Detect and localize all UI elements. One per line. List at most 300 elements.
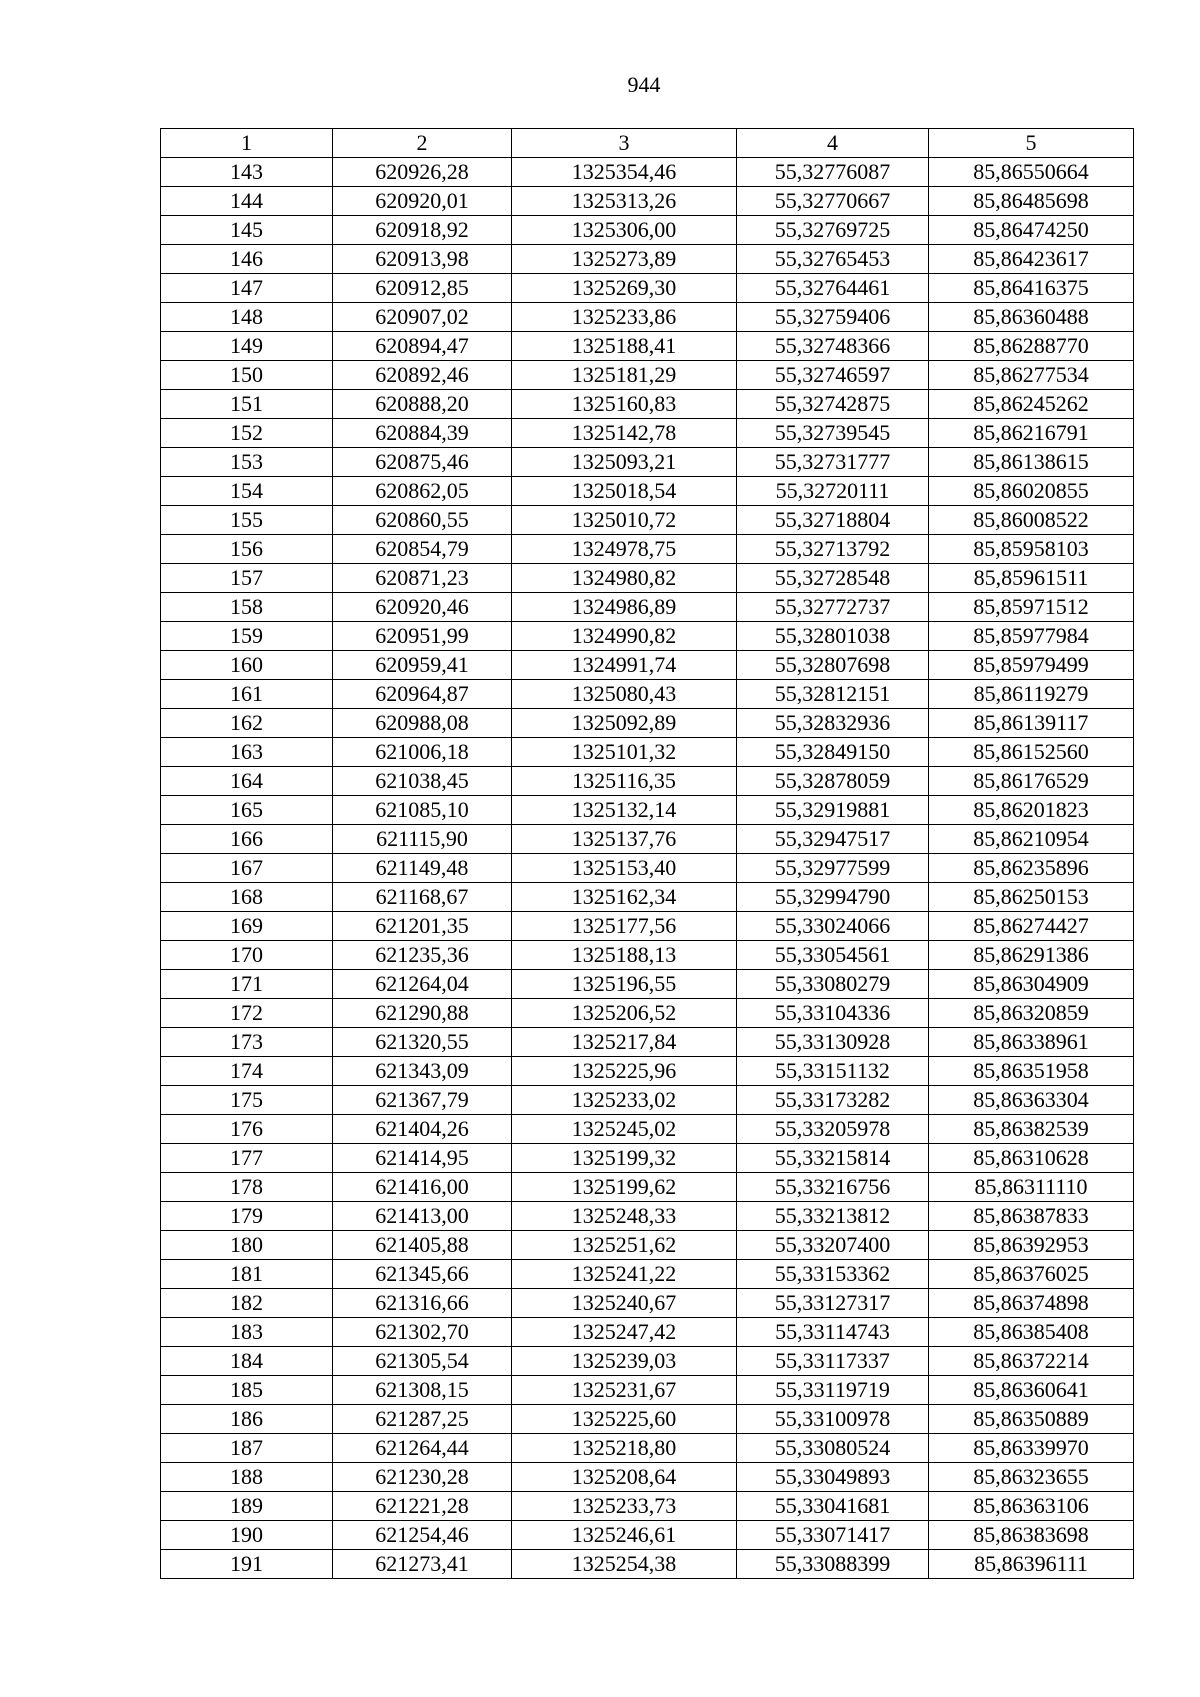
table-cell: 620912,85 [333, 274, 512, 303]
table-cell: 55,32878059 [737, 767, 929, 796]
table-cell: 621085,10 [333, 796, 512, 825]
table-cell: 85,86392953 [929, 1231, 1134, 1260]
table-cell: 55,33117337 [737, 1347, 929, 1376]
table-cell: 149 [161, 332, 333, 361]
table-cell: 190 [161, 1521, 333, 1550]
table-cell: 620959,41 [333, 651, 512, 680]
table-cell: 169 [161, 912, 333, 941]
table-cell: 620860,55 [333, 506, 512, 535]
table-cell: 621254,46 [333, 1521, 512, 1550]
table-cell: 55,32713792 [737, 535, 929, 564]
table-cell: 181 [161, 1260, 333, 1289]
table-cell: 85,86374898 [929, 1289, 1134, 1318]
table-cell: 85,85979499 [929, 651, 1134, 680]
table-cell: 160 [161, 651, 333, 680]
table-cell: 621343,09 [333, 1057, 512, 1086]
table-cell: 55,32919881 [737, 796, 929, 825]
table-cell: 55,33213812 [737, 1202, 929, 1231]
table-row [161, 709, 1134, 738]
table-cell: 1325093,21 [512, 448, 737, 477]
table-cell: 621290,88 [333, 999, 512, 1028]
table-cell: 55,33088399 [737, 1550, 929, 1579]
table-cell: 55,32728548 [737, 564, 929, 593]
table-cell: 55,32720111 [737, 477, 929, 506]
table-cell: 1325080,43 [512, 680, 737, 709]
table-cell: 621345,66 [333, 1260, 512, 1289]
table-cell: 152 [161, 419, 333, 448]
table-cell: 154 [161, 477, 333, 506]
table-cell: 55,33215814 [737, 1144, 929, 1173]
table-row [161, 680, 1134, 709]
table-cell: 85,86152560 [929, 738, 1134, 767]
table-cell: 620918,92 [333, 216, 512, 245]
table-cell: 1325218,80 [512, 1434, 737, 1463]
table-cell: 620875,46 [333, 448, 512, 477]
table-cell: 144 [161, 187, 333, 216]
column-header: 5 [929, 129, 1134, 158]
table-cell: 621416,00 [333, 1173, 512, 1202]
table-row [161, 303, 1134, 332]
table-cell: 85,86360488 [929, 303, 1134, 332]
table-cell: 1325225,96 [512, 1057, 737, 1086]
table-cell: 85,86372214 [929, 1347, 1134, 1376]
table-cell: 188 [161, 1463, 333, 1492]
table-cell: 1325239,03 [512, 1347, 737, 1376]
table-cell: 85,86277534 [929, 361, 1134, 390]
table-cell: 620871,23 [333, 564, 512, 593]
table-cell: 55,32746597 [737, 361, 929, 390]
table-cell: 179 [161, 1202, 333, 1231]
table-row [161, 1347, 1134, 1376]
table-row [161, 419, 1134, 448]
table-cell: 85,86201823 [929, 796, 1134, 825]
table-cell: 55,33080524 [737, 1434, 929, 1463]
table-cell: 85,86350889 [929, 1405, 1134, 1434]
table-cell: 620884,39 [333, 419, 512, 448]
table-cell: 1325181,29 [512, 361, 737, 390]
table-cell: 1325101,32 [512, 738, 737, 767]
table-cell: 184 [161, 1347, 333, 1376]
table-cell: 55,33207400 [737, 1231, 929, 1260]
table-cell: 55,32772737 [737, 593, 929, 622]
table-row [161, 1115, 1134, 1144]
table-cell: 164 [161, 767, 333, 796]
table-cell: 191 [161, 1550, 333, 1579]
table-cell: 1325188,13 [512, 941, 737, 970]
table-cell: 620951,99 [333, 622, 512, 651]
table-cell: 85,86423617 [929, 245, 1134, 274]
table-cell: 146 [161, 245, 333, 274]
column-header: 2 [333, 129, 512, 158]
table-cell: 85,86485698 [929, 187, 1134, 216]
table-body [161, 158, 1134, 1579]
table-cell: 55,32812151 [737, 680, 929, 709]
table-row [161, 477, 1134, 506]
table-cell: 621221,28 [333, 1492, 512, 1521]
table-row [161, 651, 1134, 680]
table-row [161, 506, 1134, 535]
table-cell: 1325132,14 [512, 796, 737, 825]
table-cell: 1325196,55 [512, 970, 737, 999]
table-row [161, 448, 1134, 477]
table-cell: 1325116,35 [512, 767, 737, 796]
table-cell: 1325206,52 [512, 999, 737, 1028]
table-cell: 1325188,41 [512, 332, 737, 361]
table-row [161, 1405, 1134, 1434]
table-cell: 55,32994790 [737, 883, 929, 912]
table-row [161, 854, 1134, 883]
table-cell: 1325199,32 [512, 1144, 737, 1173]
table-cell: 621264,04 [333, 970, 512, 999]
table-row [161, 912, 1134, 941]
table-cell: 55,33173282 [737, 1086, 929, 1115]
table-cell: 1325251,62 [512, 1231, 737, 1260]
table-cell: 85,86363304 [929, 1086, 1134, 1115]
table-cell: 168 [161, 883, 333, 912]
table-row [161, 216, 1134, 245]
table-row [161, 999, 1134, 1028]
table-cell: 621115,90 [333, 825, 512, 854]
table-cell: 85,86008522 [929, 506, 1134, 535]
table-cell: 621404,26 [333, 1115, 512, 1144]
table-cell: 55,33104336 [737, 999, 929, 1028]
table-cell: 1325233,73 [512, 1492, 737, 1521]
table-cell: 55,32759406 [737, 303, 929, 332]
table-cell: 176 [161, 1115, 333, 1144]
table-cell: 85,86382539 [929, 1115, 1134, 1144]
table-cell: 162 [161, 709, 333, 738]
table-cell: 620964,87 [333, 680, 512, 709]
table-cell: 1325010,72 [512, 506, 737, 535]
table-cell: 55,32776087 [737, 158, 929, 187]
table-cell: 85,86387833 [929, 1202, 1134, 1231]
table-cell: 55,32807698 [737, 651, 929, 680]
table-cell: 55,33216756 [737, 1173, 929, 1202]
table-cell: 1325018,54 [512, 477, 737, 506]
table-cell: 621367,79 [333, 1086, 512, 1115]
table-cell: 55,32947517 [737, 825, 929, 854]
table-cell: 55,33080279 [737, 970, 929, 999]
table-cell: 55,32731777 [737, 448, 929, 477]
table-cell: 166 [161, 825, 333, 854]
table-cell: 189 [161, 1492, 333, 1521]
table-cell: 151 [161, 390, 333, 419]
table-cell: 1325240,67 [512, 1289, 737, 1318]
table-cell: 55,33205978 [737, 1115, 929, 1144]
table-cell: 1325233,86 [512, 303, 737, 332]
table-row [161, 1521, 1134, 1550]
table-cell: 621149,48 [333, 854, 512, 883]
table-cell: 175 [161, 1086, 333, 1115]
table-row [161, 622, 1134, 651]
table-cell: 55,33130928 [737, 1028, 929, 1057]
table-cell: 620892,46 [333, 361, 512, 390]
table-cell: 1325254,38 [512, 1550, 737, 1579]
table-cell: 621320,55 [333, 1028, 512, 1057]
table-cell: 85,86020855 [929, 477, 1134, 506]
table-cell: 55,33119719 [737, 1376, 929, 1405]
table-row [161, 883, 1134, 912]
table-cell: 621308,15 [333, 1376, 512, 1405]
table-row [161, 1463, 1134, 1492]
table-cell: 1325153,40 [512, 854, 737, 883]
table-row [161, 767, 1134, 796]
table-cell: 1325162,34 [512, 883, 737, 912]
table-cell: 621405,88 [333, 1231, 512, 1260]
table-cell: 1324990,82 [512, 622, 737, 651]
table-cell: 620913,98 [333, 245, 512, 274]
table-cell: 159 [161, 622, 333, 651]
table-row [161, 274, 1134, 303]
table-row [161, 738, 1134, 767]
table-row [161, 1144, 1134, 1173]
table-cell: 1325231,67 [512, 1376, 737, 1405]
table-cell: 1325269,30 [512, 274, 737, 303]
table-cell: 85,86474250 [929, 216, 1134, 245]
table-cell: 186 [161, 1405, 333, 1434]
table-row [161, 332, 1134, 361]
table-cell: 145 [161, 216, 333, 245]
table-cell: 85,86396111 [929, 1550, 1134, 1579]
table-cell: 1325208,64 [512, 1463, 737, 1492]
table-cell: 620894,47 [333, 332, 512, 361]
table-cell: 85,86176529 [929, 767, 1134, 796]
table-row [161, 1231, 1134, 1260]
table-cell: 1324986,89 [512, 593, 737, 622]
table-row [161, 245, 1134, 274]
table-cell: 85,85977984 [929, 622, 1134, 651]
table-row [161, 1028, 1134, 1057]
table-cell: 55,32769725 [737, 216, 929, 245]
table-cell: 1325273,89 [512, 245, 737, 274]
table-cell: 1325245,02 [512, 1115, 737, 1144]
table-cell: 620888,20 [333, 390, 512, 419]
table-cell: 85,85961511 [929, 564, 1134, 593]
table-cell: 161 [161, 680, 333, 709]
table-cell: 55,33114743 [737, 1318, 929, 1347]
table-cell: 85,86304909 [929, 970, 1134, 999]
table-cell: 156 [161, 535, 333, 564]
coordinates-table [160, 128, 1134, 1579]
table-row [161, 1057, 1134, 1086]
table-cell: 621287,25 [333, 1405, 512, 1434]
table-cell: 55,32742875 [737, 390, 929, 419]
table-cell: 1325248,33 [512, 1202, 737, 1231]
table-cell: 55,33151132 [737, 1057, 929, 1086]
table-cell: 55,33153362 [737, 1260, 929, 1289]
table-cell: 183 [161, 1318, 333, 1347]
table-cell: 1325246,61 [512, 1521, 737, 1550]
table-row [161, 825, 1134, 854]
column-header: 3 [512, 129, 737, 158]
table-cell: 85,86363106 [929, 1492, 1134, 1521]
table-cell: 85,86139117 [929, 709, 1134, 738]
table-cell: 170 [161, 941, 333, 970]
table-cell: 85,85958103 [929, 535, 1134, 564]
table-cell: 620854,79 [333, 535, 512, 564]
table-cell: 620988,08 [333, 709, 512, 738]
table-cell: 55,33024066 [737, 912, 929, 941]
page-number: 944 [627, 72, 661, 97]
table-cell: 55,32977599 [737, 854, 929, 883]
table-cell: 85,86216791 [929, 419, 1134, 448]
table-cell: 55,33127317 [737, 1289, 929, 1318]
table-cell: 55,32849150 [737, 738, 929, 767]
table-cell: 620907,02 [333, 303, 512, 332]
table-cell: 621168,67 [333, 883, 512, 912]
table-cell: 85,86291386 [929, 941, 1134, 970]
table-cell: 85,86210954 [929, 825, 1134, 854]
table-row [161, 158, 1134, 187]
table-header-row [161, 129, 1134, 158]
column-header: 1 [161, 129, 333, 158]
table-cell: 620920,01 [333, 187, 512, 216]
table-cell: 85,86250153 [929, 883, 1134, 912]
table-cell: 85,86119279 [929, 680, 1134, 709]
table-cell: 172 [161, 999, 333, 1028]
table-cell: 187 [161, 1434, 333, 1463]
table-row [161, 1318, 1134, 1347]
table-cell: 55,32718804 [737, 506, 929, 535]
table-cell: 621316,66 [333, 1289, 512, 1318]
table-cell: 55,32832936 [737, 709, 929, 738]
table-cell: 55,33071417 [737, 1521, 929, 1550]
table-cell: 85,86274427 [929, 912, 1134, 941]
table-cell: 143 [161, 158, 333, 187]
table-row [161, 535, 1134, 564]
table-cell: 55,33100978 [737, 1405, 929, 1434]
table-cell: 147 [161, 274, 333, 303]
table-row [161, 1202, 1134, 1231]
table-cell: 1325241,22 [512, 1260, 737, 1289]
table-row [161, 1434, 1134, 1463]
table-cell: 85,86376025 [929, 1260, 1134, 1289]
table-cell: 621414,95 [333, 1144, 512, 1173]
table-cell: 85,86416375 [929, 274, 1134, 303]
table-row [161, 796, 1134, 825]
table-cell: 180 [161, 1231, 333, 1260]
table-cell: 85,85971512 [929, 593, 1134, 622]
table-cell: 55,32801038 [737, 622, 929, 651]
table-cell: 55,32765453 [737, 245, 929, 274]
table-cell: 1325313,26 [512, 187, 737, 216]
table-cell: 621235,36 [333, 941, 512, 970]
table-row [161, 1173, 1134, 1202]
table-cell: 620862,05 [333, 477, 512, 506]
table-row [161, 564, 1134, 593]
table-cell: 85,86338961 [929, 1028, 1134, 1057]
table-cell: 85,86311110 [929, 1173, 1134, 1202]
table-cell: 55,33054561 [737, 941, 929, 970]
table-cell: 174 [161, 1057, 333, 1086]
table-cell: 1325160,83 [512, 390, 737, 419]
table-cell: 85,86235896 [929, 854, 1134, 883]
table-row [161, 187, 1134, 216]
table-cell: 165 [161, 796, 333, 825]
table-cell: 621230,28 [333, 1463, 512, 1492]
table-cell: 621302,70 [333, 1318, 512, 1347]
table-cell: 173 [161, 1028, 333, 1057]
table-cell: 621006,18 [333, 738, 512, 767]
table-cell: 1324980,82 [512, 564, 737, 593]
table-cell: 85,86385408 [929, 1318, 1134, 1347]
table-cell: 621305,54 [333, 1347, 512, 1376]
table-cell: 1325177,56 [512, 912, 737, 941]
table-cell: 621038,45 [333, 767, 512, 796]
table-row [161, 593, 1134, 622]
table-cell: 621273,41 [333, 1550, 512, 1579]
table-row [161, 390, 1134, 419]
table-row [161, 1550, 1134, 1579]
table-cell: 85,86383698 [929, 1521, 1134, 1550]
table-cell: 167 [161, 854, 333, 883]
column-header: 4 [737, 129, 929, 158]
table-cell: 1324991,74 [512, 651, 737, 680]
table-cell: 85,86138615 [929, 448, 1134, 477]
table-cell: 1325354,46 [512, 158, 737, 187]
table-cell: 85,86245262 [929, 390, 1134, 419]
table-cell: 85,86320859 [929, 999, 1134, 1028]
table-cell: 621264,44 [333, 1434, 512, 1463]
table-cell: 158 [161, 593, 333, 622]
table-cell: 85,86351958 [929, 1057, 1134, 1086]
table-cell: 182 [161, 1289, 333, 1318]
table-row [161, 1289, 1134, 1318]
table-cell: 178 [161, 1173, 333, 1202]
table-cell: 171 [161, 970, 333, 999]
table-cell: 55,33041681 [737, 1492, 929, 1521]
table-cell: 620926,28 [333, 158, 512, 187]
table-cell: 1325247,42 [512, 1318, 737, 1347]
table-cell: 85,86310628 [929, 1144, 1134, 1173]
table-cell: 1325306,00 [512, 216, 737, 245]
table-cell: 177 [161, 1144, 333, 1173]
table-cell: 55,33049893 [737, 1463, 929, 1492]
table-row [161, 941, 1134, 970]
table-cell: 1325233,02 [512, 1086, 737, 1115]
table-row [161, 970, 1134, 999]
table-cell: 621201,35 [333, 912, 512, 941]
table-cell: 150 [161, 361, 333, 390]
table-cell: 55,32748366 [737, 332, 929, 361]
table-cell: 621413,00 [333, 1202, 512, 1231]
table-cell: 185 [161, 1376, 333, 1405]
table-cell: 85,86550664 [929, 158, 1134, 187]
table-cell: 148 [161, 303, 333, 332]
table-row [161, 1492, 1134, 1521]
table-cell: 55,32739545 [737, 419, 929, 448]
table-row [161, 1086, 1134, 1115]
table-cell: 1325225,60 [512, 1405, 737, 1434]
table-cell: 55,32764461 [737, 274, 929, 303]
table-cell: 85,86288770 [929, 332, 1134, 361]
table-cell: 1325092,89 [512, 709, 737, 738]
table-row [161, 1376, 1134, 1405]
table-cell: 157 [161, 564, 333, 593]
table-cell: 1325199,62 [512, 1173, 737, 1202]
table-cell: 85,86339970 [929, 1434, 1134, 1463]
table-cell: 85,86360641 [929, 1376, 1134, 1405]
table-row [161, 361, 1134, 390]
table-cell: 155 [161, 506, 333, 535]
table-row [161, 1260, 1134, 1289]
table-cell: 1325142,78 [512, 419, 737, 448]
table-cell: 1324978,75 [512, 535, 737, 564]
table-cell: 1325217,84 [512, 1028, 737, 1057]
table-cell: 163 [161, 738, 333, 767]
table-cell: 620920,46 [333, 593, 512, 622]
table-cell: 153 [161, 448, 333, 477]
